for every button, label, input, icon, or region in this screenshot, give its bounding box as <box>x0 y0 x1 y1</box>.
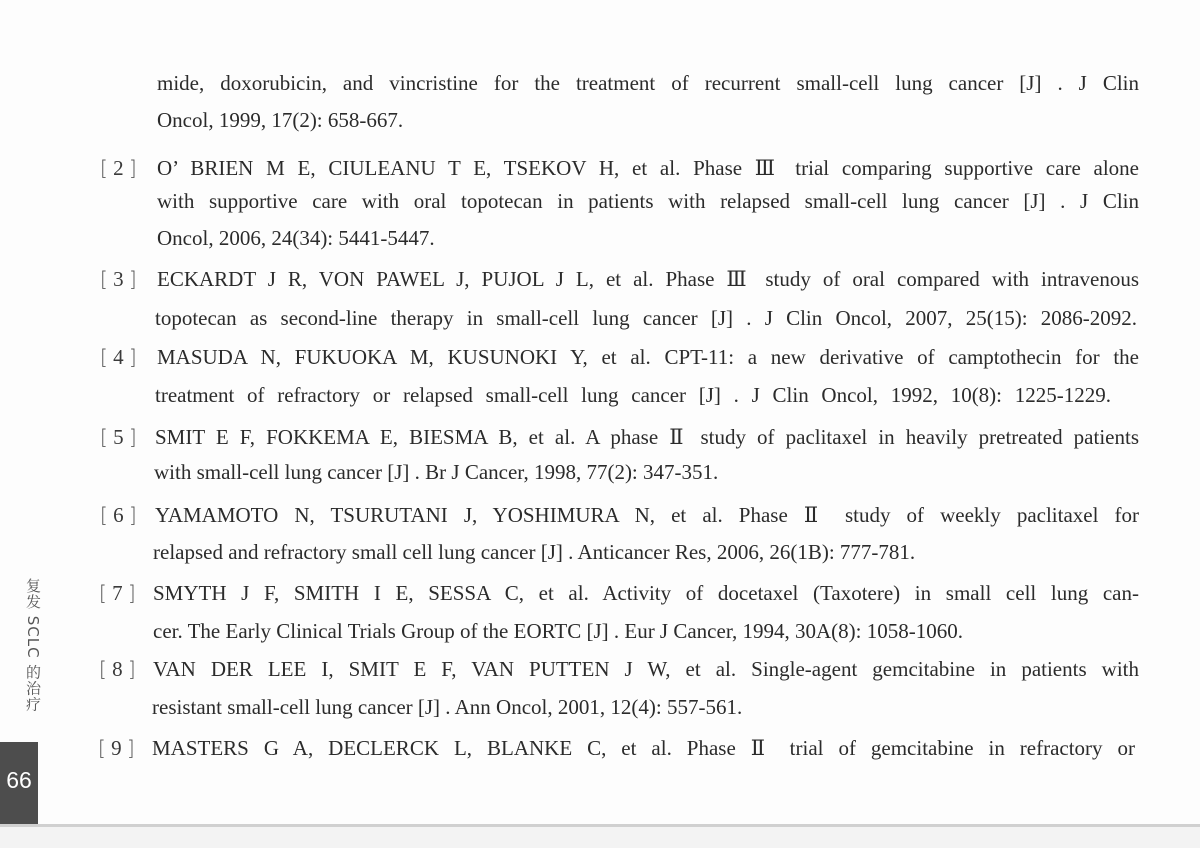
reference-number: [ 7 ] <box>99 581 136 605</box>
reference-text: with supportive care with oral topotecan in patients with relapsed small-cell lung cancer [J] . J Clin <box>157 189 1139 213</box>
reference-text: VAN DER LEE I, SMIT E F, VAN PUTTEN J W, et al. Single-agent gemcitabine in patients with <box>153 657 1139 681</box>
reference-text: O’ BRIEN M E, CIULEANU T E, TSEKOV H, et al. Phase Ⅲ trial comparing supportive care alone <box>157 156 1139 180</box>
reference-number: [ 5 ] <box>100 425 137 449</box>
reference-7-line-1 <box>99 576 1139 610</box>
reference-4-line-1 <box>100 340 1139 374</box>
reference-3-line-2 <box>155 301 1137 335</box>
reference-8-line-1 <box>99 652 1139 686</box>
reference-number: [ 8 ] <box>99 657 136 681</box>
reference-text: with small-cell lung cancer [J] . Br J Cancer, 1998, 77(2): 347-351. <box>154 460 719 484</box>
reference-number: [ 3 ] <box>100 267 137 291</box>
reference-number: [ 6 ] <box>100 503 137 527</box>
reference-text: YAMAMOTO N, TSURUTANI J, YOSHIMURA N, et al. Phase Ⅱ study of weekly paclitaxel for <box>155 503 1139 527</box>
reference-2-line-1 <box>100 151 1139 185</box>
reference-text: Oncol, 2006, 24(34): 5441-5447. <box>157 226 435 250</box>
page-number: 66 <box>6 767 32 793</box>
reference-text: ECKARDT J R, VON PAWEL J, PUJOL J L, et al. Phase Ⅲ study of oral compared with intravenous <box>157 267 1139 291</box>
reference-4-line-2 <box>155 378 1111 412</box>
reference-number: [ 4 ] <box>100 345 137 369</box>
reference-1-line-1 <box>157 66 1139 100</box>
reference-text: cer. The Early Clinical Trials Group of the EORTC [J] . Eur J Cancer, 1994, 30A(8): 1058-1060. <box>153 619 963 643</box>
reference-6-line-1 <box>100 498 1139 532</box>
reference-text: mide, doxorubicin, and vincristine for the treatment of recurrent small-cell lung cancer [J] . J Clin <box>157 71 1139 95</box>
reference-number: [ 9 ] <box>98 736 135 760</box>
reference-2-line-2 <box>157 184 1139 218</box>
reference-number: [ 2 ] <box>100 156 137 180</box>
reference-9-line-1 <box>98 731 1135 765</box>
chapter-side-label: 复发 SCLC 的治疗 <box>24 578 42 713</box>
reference-3-line-1 <box>100 262 1139 296</box>
reference-text: MASTERS G A, DECLERCK L, BLANKE C, et al. Phase Ⅱ trial of gemcitabine in refractory or <box>152 736 1135 760</box>
reference-text: resistant small-cell lung cancer [J] . Ann Oncol, 2001, 12(4): 557-561. <box>152 695 743 719</box>
reference-5-line-1 <box>100 420 1139 454</box>
reference-text: topotecan as second-line therapy in small-cell lung cancer [J] . J Clin Oncol, 2007, 25(15): 2086-2092. <box>155 306 1137 330</box>
reference-text: Oncol, 1999, 17(2): 658-667. <box>157 108 404 132</box>
reference-text: MASUDA N, FUKUOKA M, KUSUNOKI Y, et al. CPT-11: a new derivative of camptothecin for the <box>157 345 1139 369</box>
page-bottom-edge <box>0 827 1200 848</box>
reference-text: treatment of refractory or relapsed small-cell lung cancer [J] . J Clin Oncol, 1992, 10(8): 1225-1229. <box>155 383 1111 407</box>
reference-text: relapsed and refractory small cell lung cancer [J] . Anticancer Res, 2006, 26(1B): 777-781. <box>153 540 916 564</box>
reference-text: SMIT E F, FOKKEMA E, BIESMA B, et al. A phase Ⅱ study of paclitaxel in heavily pretreated patients <box>155 425 1139 449</box>
reference-text: SMYTH J F, SMITH I E, SESSA C, et al. Activity of docetaxel (Taxotere) in small cell lung can- <box>153 581 1139 605</box>
